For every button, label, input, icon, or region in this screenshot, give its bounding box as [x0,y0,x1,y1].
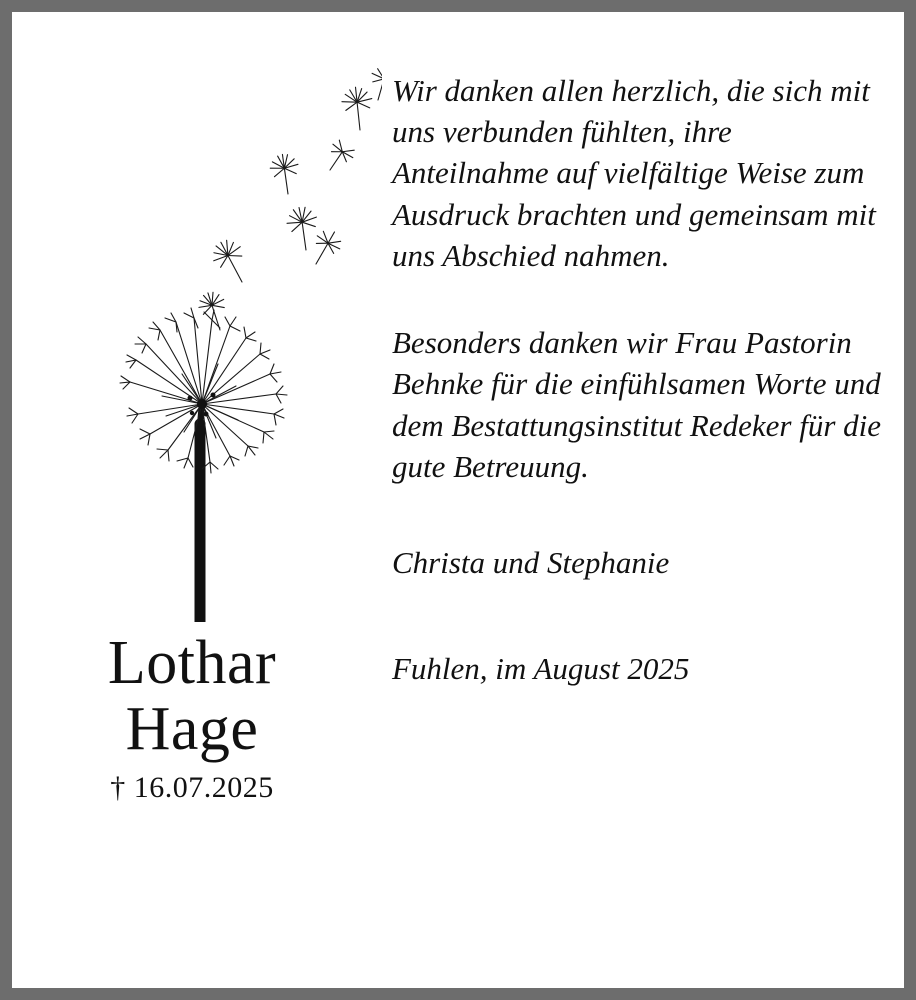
deceased-first-name: Lothar [107,629,277,697]
paragraph-spacer [392,276,892,322]
thanks-body-one: die sich mit uns verbunden fühlten, ihre Anteilnahme auf vielfältige Weise zum Ausdruck brachten und gemeinsam mit uns Abschied nahmen. [392,73,876,273]
right-column [392,70,892,687]
dandelion-icon [92,42,382,622]
notice-inner [12,12,904,988]
thanks-paragraph-two: Besonders danken wir Frau Pastorin Behnke für die einfühlsamen Worte und dem Bestattungsinstitut Redeker für die gute Betreuung. [392,325,882,484]
thanks-paragraph-one [392,70,892,276]
signature: Christa und Stephanie [392,544,670,580]
left-column [12,12,372,988]
deceased-last-name: Hage [125,695,259,764]
place-and-date: Fuhlen, im August 2025 [392,650,690,686]
death-date: † 16.07.2025 [110,770,274,804]
deceased-name-block [12,629,372,805]
thanks-headline: Wir danken allen herzlich, [392,73,720,108]
